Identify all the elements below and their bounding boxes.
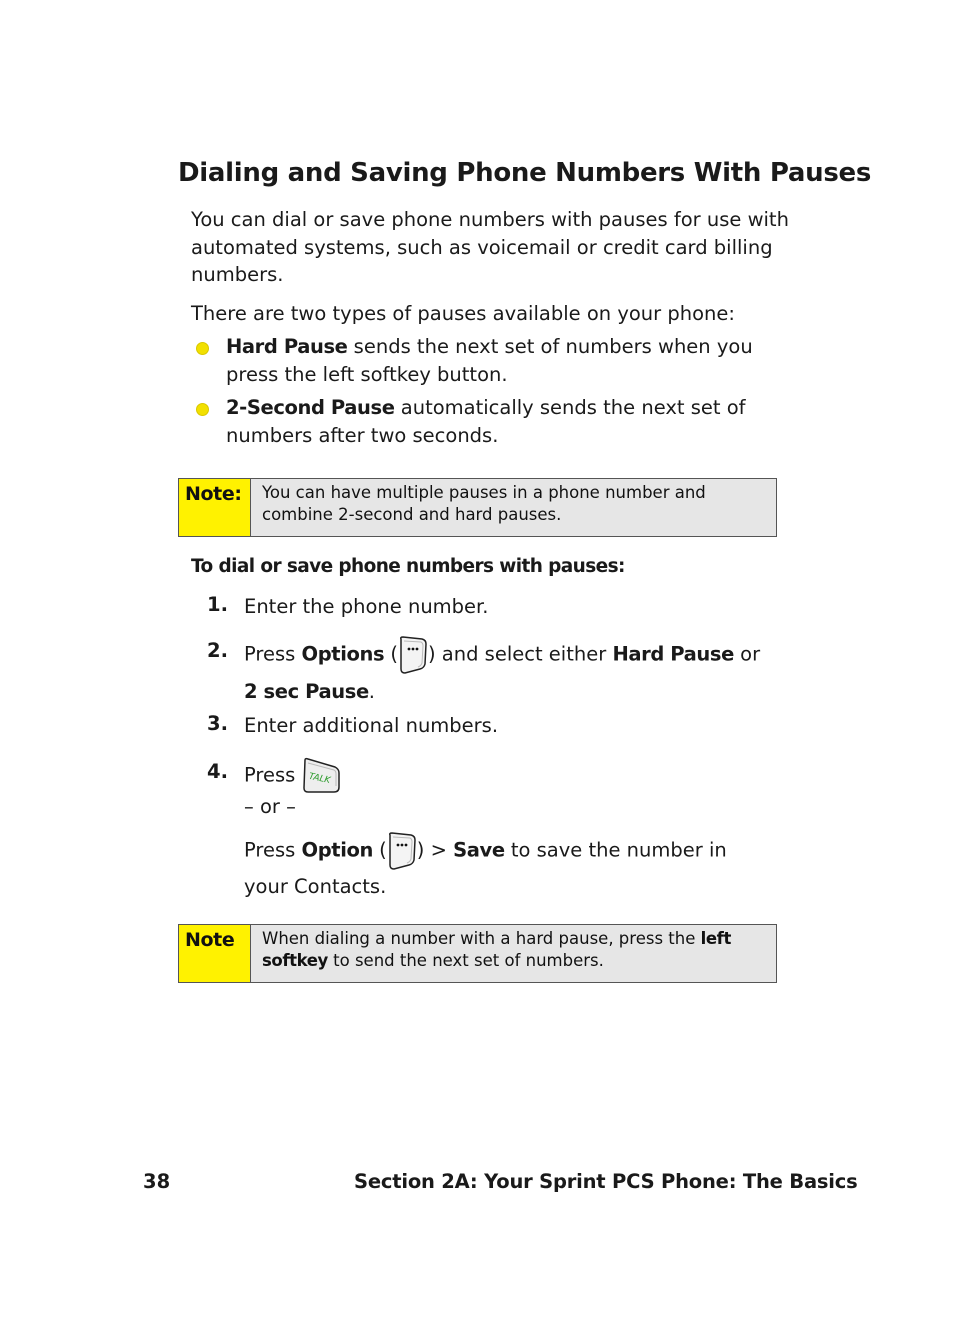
note-label-cell [179,479,251,536]
step-number: 1. [207,593,228,616]
svg-text:TALK: TALK [307,771,331,787]
step-number: 3. [207,712,228,735]
note-box [178,478,777,537]
section-title: Section 2A: Your Sprint PCS Phone: The Basics [354,1170,858,1193]
bullet-text: automatically sends the next set of numbers after two seconds. [226,396,746,447]
note-label-cell [179,925,251,982]
bullet-dot-icon [196,403,209,416]
bullet-two-second-pause [196,394,796,450]
step-text: Press Option ( ) > Save to save the number in your Contacts. [244,832,764,904]
menu-softkey-icon [387,832,417,870]
note-box [178,924,777,983]
bullet-term: Hard Pause [226,335,348,358]
step-number: 2. [207,639,228,662]
page-title: Dialing and Saving Phone Numbers With Pauses [178,158,872,188]
step-text: Press TALK [244,757,784,795]
note-label: Note [185,929,235,951]
page-number: 38 [143,1170,171,1193]
procedure-heading: To dial or save phone numbers with pauses: [191,556,625,577]
or-separator: – or – [244,795,296,818]
note-label: Note: [185,483,242,505]
option-label: Option [301,838,373,862]
intro-paragraph: You can dial or save phone numbers with pauses for use with automated systems, such as voicemail or credit card billing numbers. [191,208,789,286]
note-text: When dialing a number with a hard pause, press the left softkey to send the next set of numbers. [262,929,731,970]
step-text: Enter additional numbers. [244,714,499,737]
hard-pause-label: Hard Pause [612,642,734,666]
bullet-dot-icon [196,342,209,355]
bullet-text: sends the next set of numbers when you press the left softkey button. [226,335,753,386]
options-label: Options [301,642,385,666]
step-text: Enter the phone number. [244,595,489,618]
save-label: Save [453,838,505,862]
step-number: 4. [207,760,228,783]
step-text: Press Options ( ) and select either Hard Pause or 2 sec Pause. [244,636,779,710]
talk-key-icon [302,757,342,795]
bullet-term: 2-Second Pause [226,396,395,419]
pause-types-intro: There are two types of pauses available on your phone: [191,302,735,325]
two-sec-pause-label: 2 sec Pause [244,680,369,703]
menu-softkey-icon [398,636,428,674]
note-text: You can have multiple pauses in a phone number and combine 2-second and hard pauses. [262,483,706,524]
bullet-hard-pause [196,333,796,389]
